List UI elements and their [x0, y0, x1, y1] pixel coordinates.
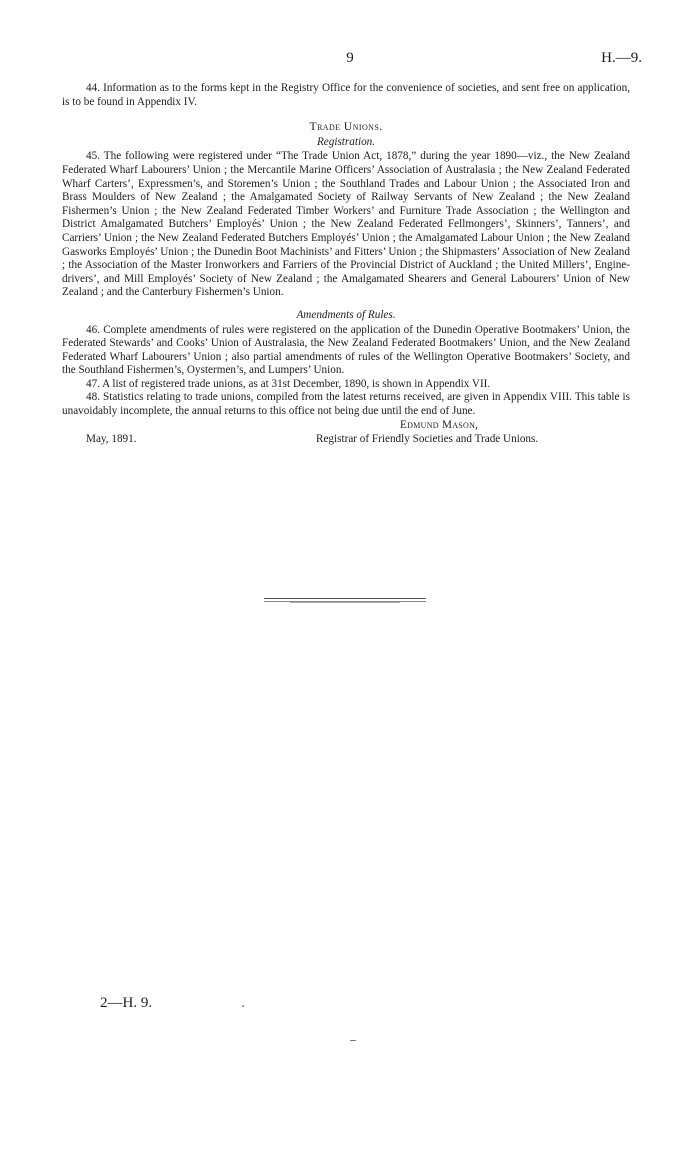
- paragraph-46: 46. Complete amendments of rules were registered on the application of the Dunedin Operative Bootmakers’ Union, the Federated Stewards’ and Cooks’ Union of Australasia, the New Zealand Federated Bootmakers’ Union, and the New Zealand Federated Wharf Labourers’ Union ; also partial amendments of rules of the Wellington Operative Bootmakers’ Society, and the Southland Fishermen’s, Oystermen’s, and Lumpers’ Union.: [62, 323, 630, 377]
- sub-heading-amendments: Amendments of Rules.: [296, 308, 396, 321]
- document-code: H.—9.: [601, 50, 642, 66]
- signature-block: [62, 419, 630, 447]
- body-text: [62, 82, 630, 447]
- section-divider-inner: [290, 602, 400, 603]
- signature-date: May, 1891.: [86, 432, 137, 445]
- paragraph-48: 48. Statistics relating to trade unions, compiled from the latest returns received, are given in Appendix VIII. This table is unavoidably incomplete, the annual returns to this office not being due until the end of June.: [62, 391, 630, 418]
- footer-code: 2—H. 9.: [100, 995, 153, 1011]
- paragraph-47: 47. A list of registered trade unions, as at 31st December, 1890, is shown in Appendix VII.: [86, 377, 491, 390]
- section-heading-trade-unions: Trade Unions.: [309, 119, 383, 134]
- signatory-title: Registrar of Friendly Societies and Trade Unions.: [316, 432, 539, 445]
- signatory-name: Edmund Mason,: [400, 418, 479, 431]
- print-speck: [242, 1005, 244, 1007]
- paragraph-45: 45. The following were registered under “The Trade Union Act, 1878,” during the year 1890—viz., the New Zealand Federated Wharf Labourers’ Union ; the Mercantile Marine Officers’ Association of Australasia ; the New Zealand Federated Wharf Carters’, Expressmen’s, and Storemen’s Union ; the Southland Trades and Labour Union ; the Associated Iron and Brass Moulders of New Zealand ; the Amalgamated Society of Railway Servants of New Zealand ; the New Zealand Fishermen’s Union ; the New Zealand Federated Timber Workers’ and Furniture Trade Association ; the Wellington and District Amalgamated Butchers’ Employés’ Union ; the New Zealand Federated Fellmongers’, Skinners’, Tanners’, and Carriers’ Union ; the New Zealand Federated Butchers Employés’ Union ; the Amalgamated Labour Union ; the New Zealand Gasworks Employés’ Union ; the Dunedin Boot Machinists’ and Fitters’ Union ; the Shipmasters’ Association of New Zealand ; the Association of the Master Ironworkers and Farriers of the Provincial District of Auckland ; the United Millers’, Engine-drivers’, and Mill Employés’ Society of New Zealand ; the Amalgamated Shearers and General Labourers’ Union of New Zealand ; and the Canterbury Fishermen’s Union.: [62, 150, 630, 299]
- sub-heading-registration: Registration.: [316, 135, 376, 148]
- page-number: 9: [346, 50, 354, 66]
- print-speck: [350, 1040, 356, 1041]
- paragraph-44: 44. Information as to the forms kept in the Registry Office for the convenience of societies, and sent free on application, is to be found in Appendix IV.: [62, 82, 630, 108]
